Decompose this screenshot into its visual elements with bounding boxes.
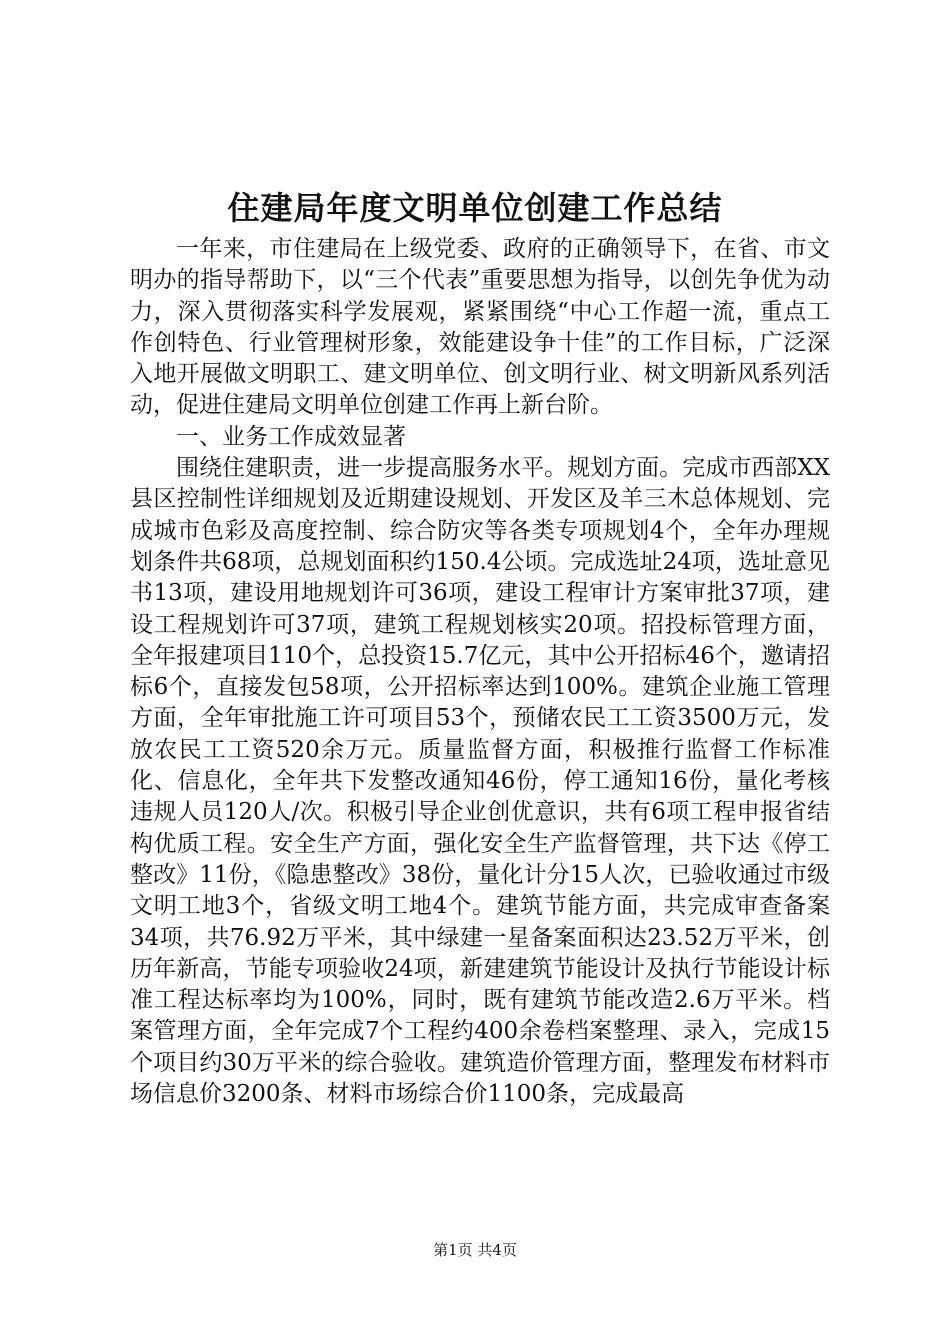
page-footer bbox=[0, 1240, 950, 1260]
paragraph-intro: 一年来，市住建局在上级党委、政府的正确领导下，在省、市文明办的指导帮助下，以“三个代表”重要思想为指导，以创先争优为动力，深入贯彻落实科学发展观，紧紧围绕“中心工作超一流，重点工作创特色、行业管理树形象，效能建设争十佳”的工作目标，广泛深入地开展做文明职工、建文明单位、创文明行业、树文明新风系列活动，促进住建局文明单位创建工作再上新台阶。 bbox=[130, 236, 830, 419]
section-heading: 一、业务工作成效显著 bbox=[176, 423, 406, 450]
paragraph-business: 围绕住建职责，进一步提高服务水平。规划方面。完成市西部XX县区控制性详细规划及近期建设规划、开发区及羊三木总体规划、完成城市色彩及高度控制、综合防灾等各类专项规划4个，全年办理规划条件共68项，总规划面积约150.4公顷。完成选址24项，选址意见书13项，建设用地规划许可36项，建设工程审计方案审批37项，建设工程规划许可37项，建筑工程规划核实20项。招投标管理方面，全年报建项目110个，总投资15.7亿元，其中公开招标46个，邀请招标6个，直接发包58项，公开招标率达到100%。建筑企业施工管理方面，全年审批施工许可项目53个，预储农民工工资3500万元，发放农民工工资520余万元。质量监督方面，积极推行监督工作标准化、信息化，全年共下发整改通知46份，停工通知16份，量化考核违规人员120人/次。积极引导企业创优意识，共有6项工程申报省结构优质工程。安全生产方面，强化安全生产监督管理，共下达《停工整改》11份，《隐患整改》38份，量化计分15人次，已验收通过市级文明工地3个，省级文明工地4个。建筑节能方面，共完成审查备案34项，共76.92万平米，其中绿建一星备案面积达23.52万平米，创历年新高，节能专项验收24项，新建建筑节能设计及执行节能设计标准工程达标率均为100%，同时，既有建筑节能改造2.6万平米。档案管理方面，全年完成7个工程约400余卷档案整理、录入，完成15个项目约30万平米的综合验收。建筑造价管理方面，整理发布材料市场信息价3200条、材料市场综合价1100条，完成最高 bbox=[130, 455, 830, 1108]
page-total: 共4页 bbox=[477, 1241, 517, 1259]
document-body bbox=[130, 234, 830, 1110]
document-title: 住建局年度文明单位创建工作总结 bbox=[227, 189, 723, 227]
page-number: 第1页 bbox=[433, 1241, 473, 1259]
